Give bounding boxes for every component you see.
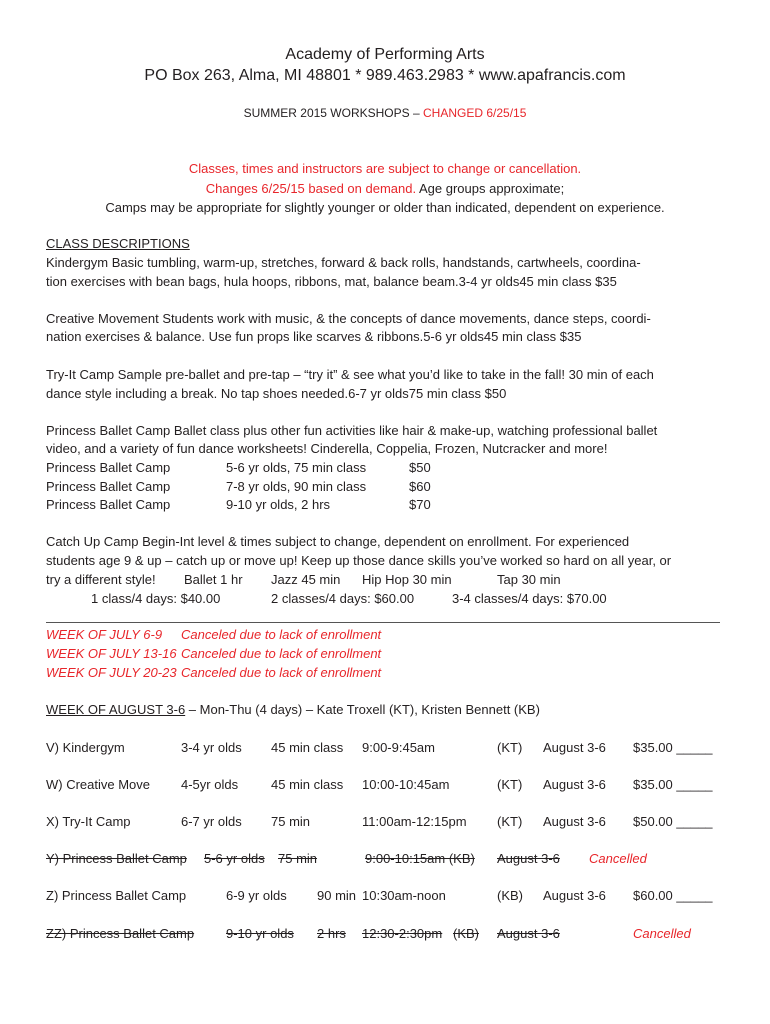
class-time: 12:30-2:30pm xyxy=(362,926,443,941)
class-name: Y) Princess Ballet Camp xyxy=(46,851,187,866)
class-age: 6-7 yr olds xyxy=(181,814,242,829)
class-name: W) Creative Move xyxy=(46,777,151,792)
changed-label: CHANGED 6/25/15 xyxy=(423,106,527,120)
class-date: August 3-6 xyxy=(497,926,560,941)
princess-row-name: Princess Ballet Camp xyxy=(46,479,171,494)
class-date: August 3-6 xyxy=(543,888,606,903)
august-heading xyxy=(46,702,540,718)
class-date: August 3-6 xyxy=(497,851,560,866)
princess-row-price: $50 xyxy=(409,460,431,475)
august-week-details: – Mon-Thu (4 days) – Kate Troxell (KT), Kristen Bennett (KB) xyxy=(185,702,540,717)
notice-line-2 xyxy=(0,181,770,197)
class-instructor: (KB) xyxy=(453,926,479,941)
catchup-ballet: Ballet 1 hr xyxy=(184,572,243,587)
class-time: 10:00-10:45am xyxy=(362,777,450,792)
catchup-jazz: Jazz 45 min xyxy=(271,572,341,587)
catchup-desc-1: Catch Up Camp Begin-Int level & times subject to change, dependent on enrollment. For experienced xyxy=(46,534,630,549)
cancelled-week: WEEK OF JULY 6-9 xyxy=(46,627,163,642)
class-time: 9:00-10:15am (KB) xyxy=(365,851,475,866)
notice-line-3: Camps may be appropriate for slightly younger or older than indicated, dependent on experience. xyxy=(105,200,665,215)
class-status: Cancelled xyxy=(589,851,647,866)
class-status: Cancelled xyxy=(633,926,691,941)
class-length: 75 min xyxy=(278,851,318,866)
class-length: 2 hrs xyxy=(317,926,346,941)
class-instructor: (KB) xyxy=(497,888,523,903)
class-time: 10:30am-noon xyxy=(362,888,446,903)
tryit-desc-2: dance style including a break. No tap shoes needed.6-7 yr olds75 min class $50 xyxy=(46,386,507,401)
princess-row-name: Princess Ballet Camp xyxy=(46,497,171,512)
catchup-desc-2: students age 9 & up – catch up or move up! Keep up those dance skills you’ve worked so hard on all year, or xyxy=(46,553,672,568)
princess-row-info: 5-6 yr olds, 75 min class xyxy=(226,460,367,475)
notice-changes: Changes 6/25/15 based on demand. xyxy=(205,181,417,196)
princess-row-price: $60 xyxy=(409,479,431,494)
class-price: $35.00 _____ xyxy=(633,777,713,792)
descriptions-heading: CLASS DESCRIPTIONS xyxy=(46,236,190,251)
class-date: August 3-6 xyxy=(543,814,606,829)
august-week-label: WEEK OF AUGUST 3-6 xyxy=(46,702,186,717)
creative-desc-1: Creative Movement Students work with music, & the concepts of dance movements, dance steps, coordi- xyxy=(46,311,651,326)
class-name: V) Kindergym xyxy=(46,740,125,755)
cancelled-status: Canceled due to lack of enrollment xyxy=(181,646,382,661)
cancelled-week: WEEK OF JULY 13-16 xyxy=(46,646,177,661)
catchup-price-1: 1 class/4 days: $40.00 xyxy=(91,591,221,606)
class-price: $60.00 _____ xyxy=(633,888,713,903)
class-time: 11:00am-12:15pm xyxy=(362,814,467,829)
catchup-price-3: 3-4 classes/4 days: $70.00 xyxy=(452,591,607,606)
workshops-label: SUMMER 2015 WORKSHOPS – xyxy=(243,106,423,120)
class-age: 6-9 yr olds xyxy=(226,888,287,903)
catchup-tap: Tap 30 min xyxy=(497,572,561,587)
kindergym-desc-2: tion exercises with bean bags, hula hoops, ribbons, mat, balance beam.3-4 yr olds45 min class $35 xyxy=(46,274,617,289)
org-address: PO Box 263, Alma, MI 48801 * 989.463.2983 * www.apafrancis.com xyxy=(144,67,626,84)
class-instructor: (KT) xyxy=(497,814,523,829)
class-name: Z) Princess Ballet Camp xyxy=(46,888,187,903)
class-length: 75 min xyxy=(271,814,311,829)
class-instructor: (KT) xyxy=(497,740,523,755)
princess-desc-2: video, and a variety of fun dance worksheets! Cinderella, Coppelia, Frozen, Nutcracker and more! xyxy=(46,441,608,456)
cancelled-status: Canceled due to lack of enrollment xyxy=(181,665,382,680)
class-length: 45 min class xyxy=(271,777,344,792)
class-age: 9-10 yr olds xyxy=(226,926,294,941)
princess-row-info: 7-8 yr olds, 90 min class xyxy=(226,479,367,494)
class-price: $50.00 _____ xyxy=(633,814,713,829)
princess-row-name: Princess Ballet Camp xyxy=(46,460,171,475)
princess-desc-1: Princess Ballet Camp Ballet class plus other fun activities like hair & make-up, watching professional ballet xyxy=(46,423,658,438)
divider xyxy=(46,622,720,623)
org-name: Academy of Performing Arts xyxy=(285,46,485,63)
class-length: 45 min class xyxy=(271,740,344,755)
catchup-hiphop: Hip Hop 30 min xyxy=(362,572,452,587)
class-name: X) Try-It Camp xyxy=(46,814,131,829)
class-date: August 3-6 xyxy=(543,740,606,755)
princess-row-info: 9-10 yr olds, 2 hrs xyxy=(226,497,331,512)
notice-age-groups: Age groups approximate; xyxy=(416,181,565,196)
tryit-desc-1: Try-It Camp Sample pre-ballet and pre-tap – “try it” & see what you’d like to take in the fall! 30 min of each xyxy=(46,367,654,382)
cancelled-week: WEEK OF JULY 20-23 xyxy=(46,665,177,680)
class-instructor: (KT) xyxy=(497,777,523,792)
catchup-desc-3: try a different style! xyxy=(46,572,156,587)
catchup-price-2: 2 classes/4 days: $60.00 xyxy=(271,591,415,606)
class-date: August 3-6 xyxy=(543,777,606,792)
kindergym-desc-1: Kindergym Basic tumbling, warm-up, stretches, forward & back rolls, handstands, cartwheels, coordina- xyxy=(46,255,641,270)
class-time: 9:00-9:45am xyxy=(362,740,435,755)
class-age: 5-6 yr olds xyxy=(204,851,265,866)
class-name: ZZ) Princess Ballet Camp xyxy=(46,926,195,941)
class-price: $35.00 _____ xyxy=(633,740,713,755)
class-age: 4-5yr olds xyxy=(181,777,239,792)
class-length: 90 min xyxy=(317,888,357,903)
notice-line-1: Classes, times and instructors are subject to change or cancellation. xyxy=(188,161,582,176)
class-age: 3-4 yr olds xyxy=(181,740,242,755)
cancelled-status: Canceled due to lack of enrollment xyxy=(181,627,382,642)
workshops-title xyxy=(0,106,770,120)
creative-desc-2: nation exercises & balance. Use fun props like scarves & ribbons.5-6 yr olds45 min class $35 xyxy=(46,329,582,344)
princess-row-price: $70 xyxy=(409,497,431,512)
